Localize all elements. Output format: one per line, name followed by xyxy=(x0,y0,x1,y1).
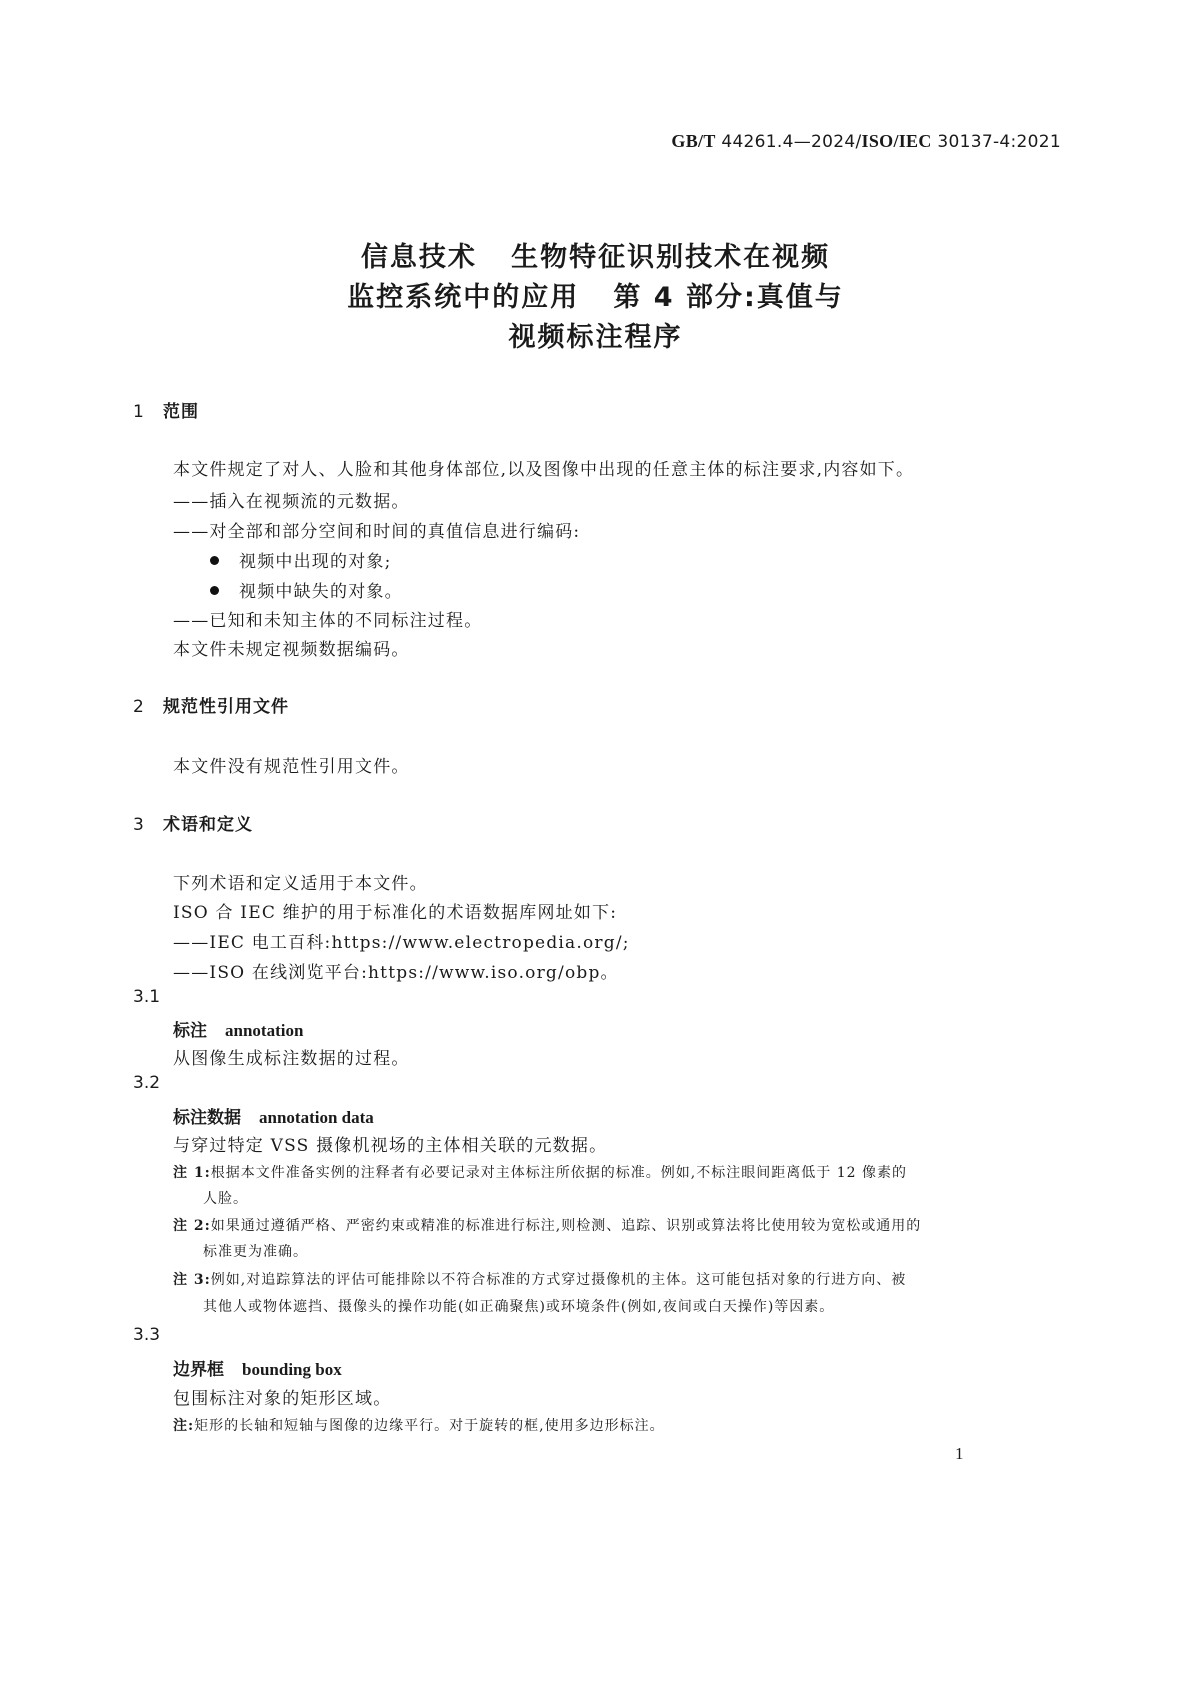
term-3-3-number: 3.3 xyxy=(133,1325,161,1345)
section-1-heading: 1 范围 xyxy=(133,402,199,422)
std-prefix: GB/T xyxy=(671,131,716,151)
std-iso: ISO/IEC xyxy=(861,131,932,151)
term-3-2-definition: 与穿过特定 VSS 摄像机视场的主体相关联的元数据。 xyxy=(173,1136,608,1156)
section-1-bullet-1: 视频中出现的对象; xyxy=(210,547,392,572)
iec-electropedia-link[interactable]: ——IEC 电工百科:https://www.electropedia.org/; xyxy=(173,933,630,953)
title-line-3: 视频标注程序 xyxy=(508,322,683,353)
term-3-2-note-3: 注 3:例如,对追踪算法的评估可能排除以不符合标准的方式穿过摄像机的主体。这可能包括对象的行进方向、被 xyxy=(173,1272,907,1288)
std-iso-number: 30137-4:2021 xyxy=(931,132,1061,152)
section-3-intro-1: 下列术语和定义适用于本文件。 xyxy=(173,874,428,894)
term-3-1-title: 标注 annotation xyxy=(173,1021,304,1041)
term-3-2-title: 标注数据 annotation data xyxy=(173,1108,374,1128)
iso-obp-link[interactable]: ——ISO 在线浏览平台:https://www.iso.org/obp。 xyxy=(173,963,619,983)
section-3-intro-2: ISO 合 IEC 维护的用于标准化的术语数据库网址如下: xyxy=(173,903,618,923)
term-3-2-note-1-cont: 人脸。 xyxy=(203,1191,248,1207)
term-3-2-note-1: 注 1:根据本文件准备实例的注释者有必要记录对主体标注所依据的标准。例如,不标注眼间距离低于 12 像素的 xyxy=(173,1165,907,1181)
section-1-intro: 本文件规定了对人、人脸和其他身体部位,以及图像中出现的任意主体的标注要求,内容如下。 xyxy=(173,460,915,480)
section-2-body: 本文件没有规范性引用文件。 xyxy=(173,757,410,777)
term-3-1-number: 3.1 xyxy=(133,987,161,1007)
section-2-heading: 2 规范性引用文件 xyxy=(133,697,289,717)
term-3-3-definition: 包围标注对象的矩形区域。 xyxy=(173,1389,392,1409)
std-number: 44261.4—2024/ xyxy=(715,132,862,152)
bullet-icon xyxy=(210,586,219,595)
page-number: 1 xyxy=(955,1444,964,1463)
term-3-2-number: 3.2 xyxy=(133,1073,161,1093)
term-3-3-note: 注:矩形的长轴和短轴与图像的边缘平行。对于旋转的框,使用多边形标注。 xyxy=(173,1418,665,1434)
term-3-3-title: 边界框 bounding box xyxy=(173,1360,342,1380)
term-3-2-note-3-cont: 其他人或物体遮挡、摄像头的操作功能(如正确聚焦)或环境条件(例如,夜间或白天操作)等因素。 xyxy=(203,1299,835,1315)
bullet-icon xyxy=(210,556,219,565)
section-1-closing: 本文件未规定视频数据编码。 xyxy=(173,640,410,660)
section-1-bullet-2: 视频中缺失的对象。 xyxy=(210,577,403,602)
term-3-2-note-2: 注 2:如果通过遵循严格、严密约束或精准的标准进行标注,则检测、追踪、识别或算法将比使用较为宽松或通用的 xyxy=(173,1218,922,1234)
title-line-1: 信息技术 生物特征识别技术在视频 xyxy=(360,242,831,273)
section-1-item-2: ——对全部和部分空间和时间的真值信息进行编码: xyxy=(173,522,581,542)
term-3-2-note-2-cont: 标准更为准确。 xyxy=(203,1244,308,1260)
section-1-item-3: ——已知和未知主体的不同标注过程。 xyxy=(173,611,483,631)
title-line-2: 监控系统中的应用 第 4 部分:真值与 xyxy=(347,282,844,313)
standard-code xyxy=(671,131,1061,152)
section-1-item-1: ——插入在视频流的元数据。 xyxy=(173,492,410,512)
section-3-heading: 3 术语和定义 xyxy=(133,815,253,835)
term-3-1-definition: 从图像生成标注数据的过程。 xyxy=(173,1049,410,1069)
document-title xyxy=(0,238,1191,358)
